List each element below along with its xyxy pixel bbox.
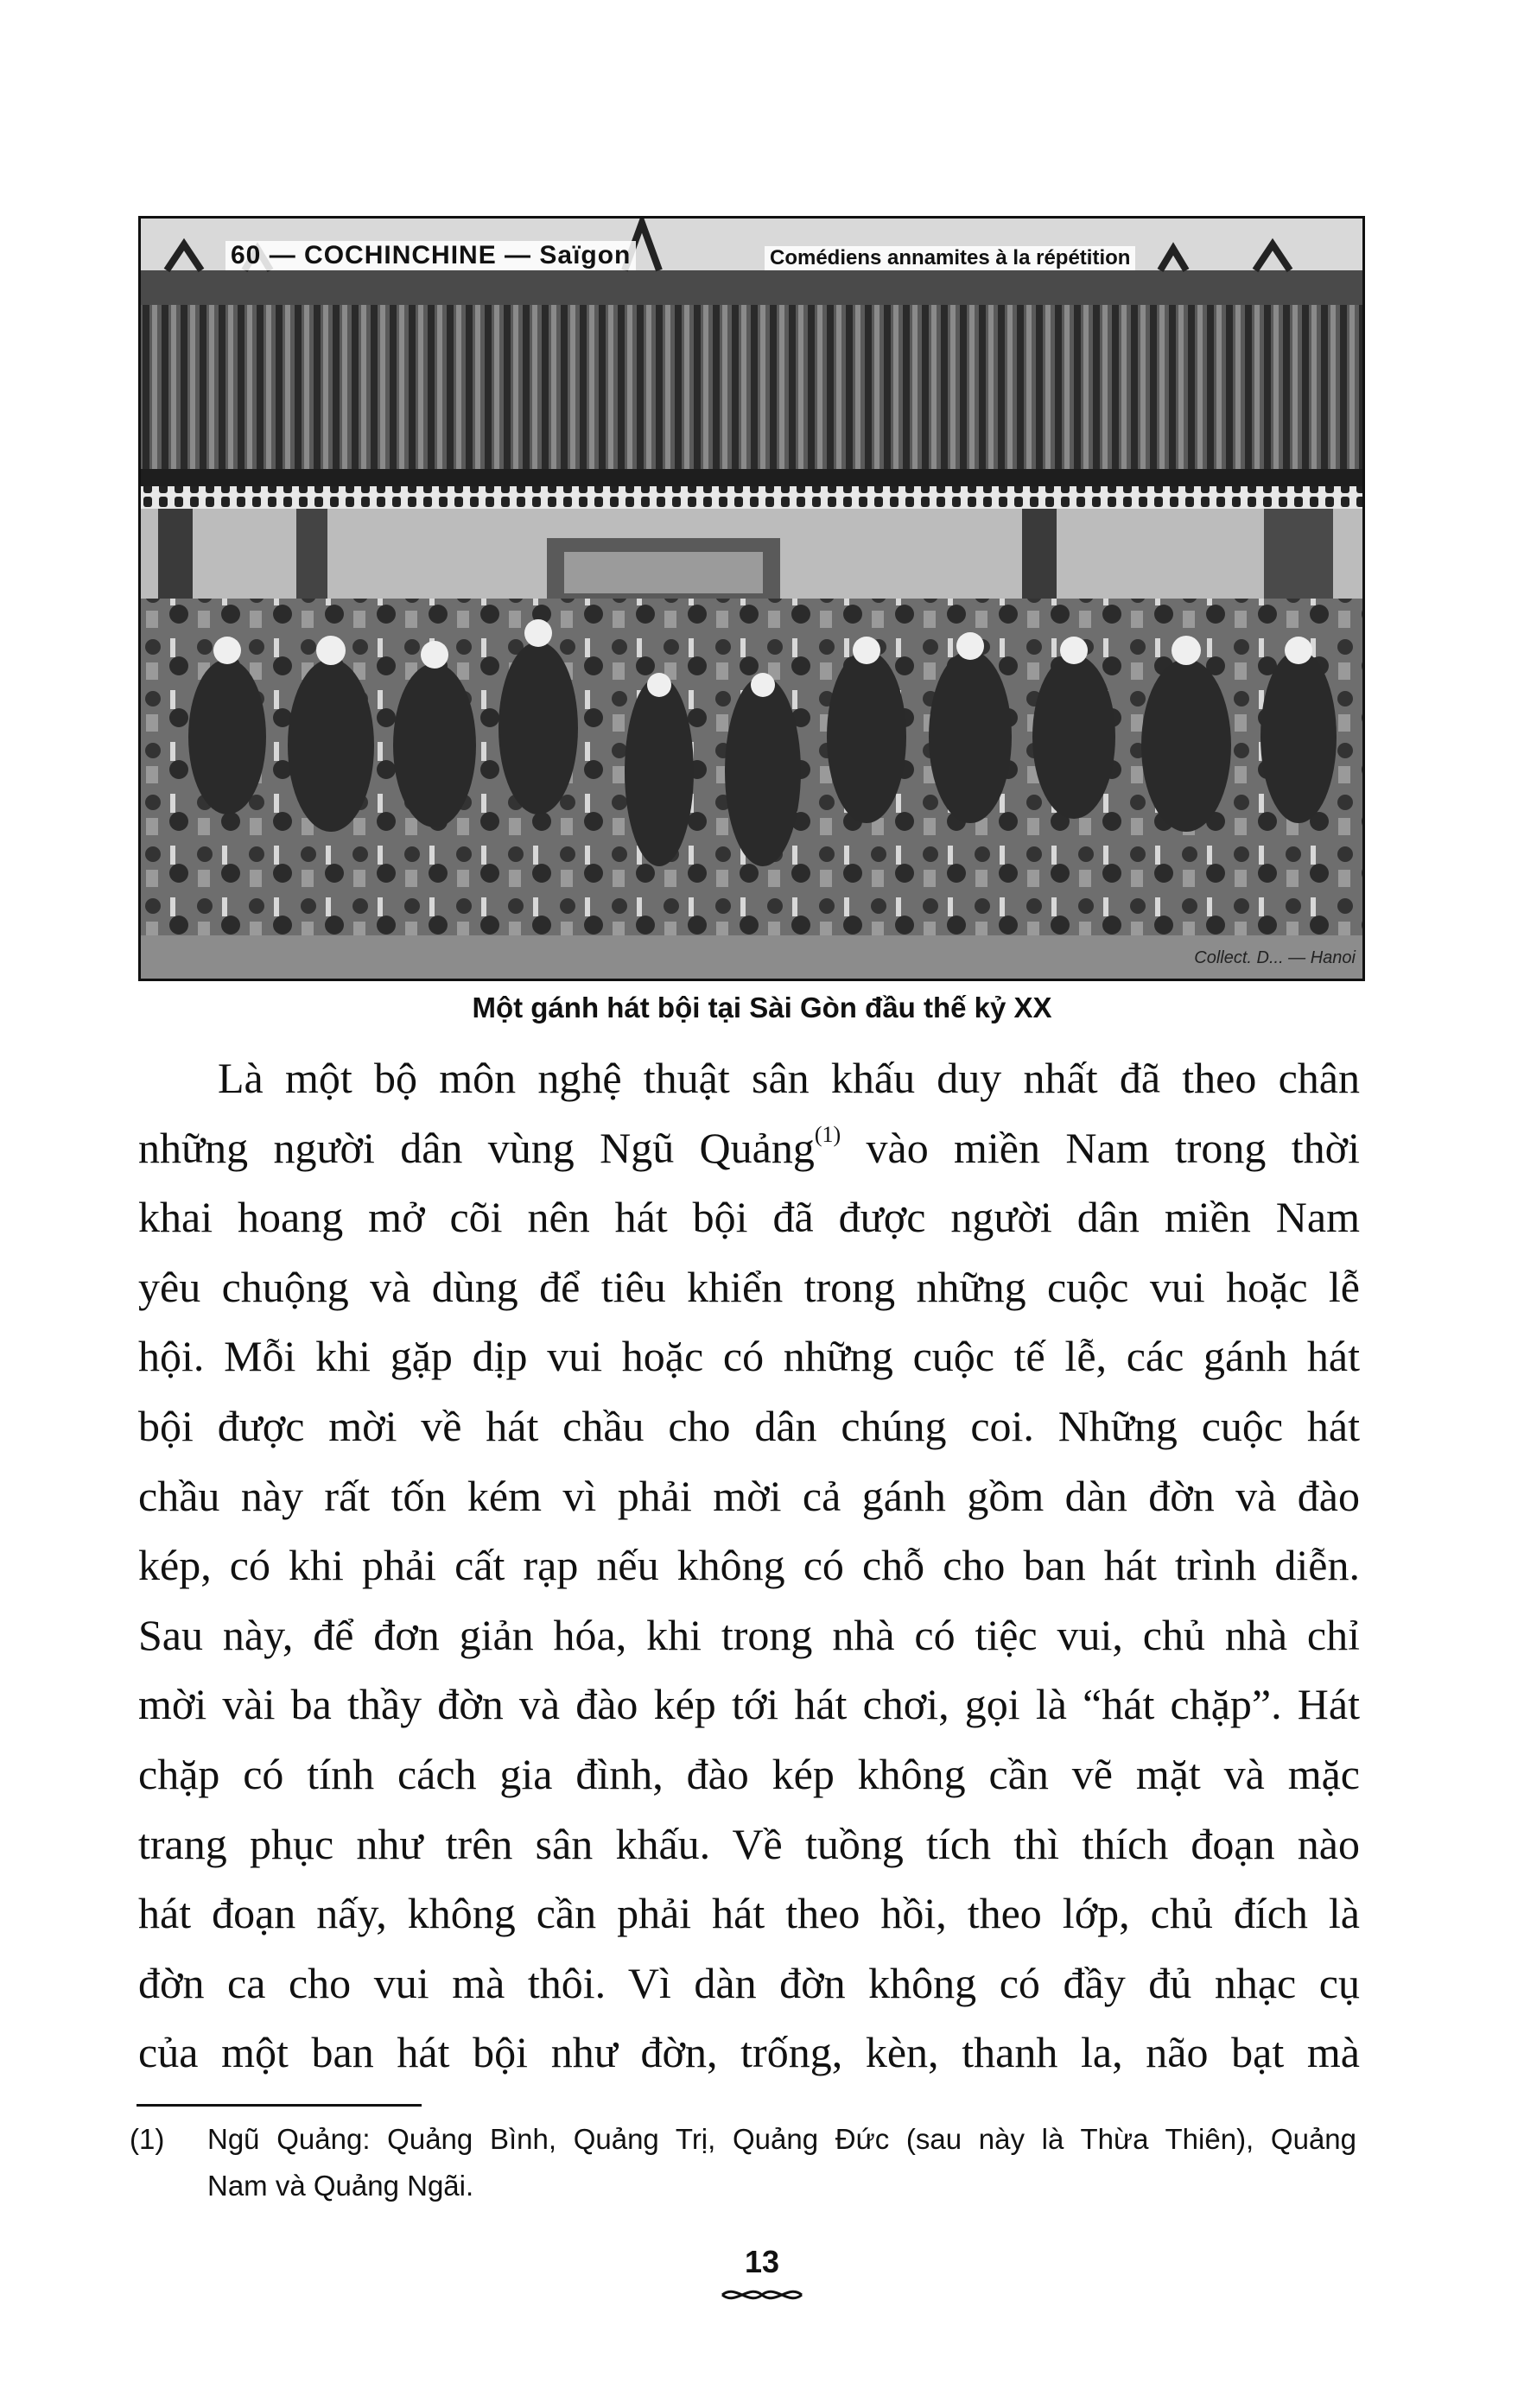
- body-line: của một ban hát bội như đờn, trống, kèn, thanh la, não bạt mà: [138, 2028, 1360, 2077]
- footnote-reference: (1): [814, 1121, 841, 1147]
- body-line: bội được mời về hát chầu cho dân chúng coi. Những cuộc hát: [138, 1401, 1360, 1450]
- photo-caption: Một gánh hát bội tại Sài Gòn đầu thế kỷ XX: [472, 992, 1052, 1023]
- body-line-text: những người dân vùng Ngũ Quảng: [138, 1123, 815, 1172]
- postcard-header: [141, 241, 1362, 276]
- footnote-divider: [137, 2104, 422, 2107]
- body-line: yêu chuộng và dùng để tiêu khiển trong những cuộc vui hoặc lễ: [138, 1262, 1360, 1311]
- body-line: chầu này rất tốn kém vì phải mời cả gánh gồm dàn đờn và đào: [138, 1471, 1360, 1520]
- postcard-credit: Collect. D... — Hanoi: [1194, 948, 1356, 967]
- body-paragraph: [138, 1043, 1360, 2088]
- body-line: khai hoang mở cõi nên hát bội đã được người dân miền Nam: [138, 1193, 1360, 1242]
- postcard-photo: [138, 216, 1365, 981]
- body-line-text: vào miền Nam trong thời: [841, 1123, 1360, 1172]
- footnote-text: [207, 2116, 1356, 2209]
- body-line: chặp có tính cách gia đình, đào kép không cần vẽ mặt và mặc: [138, 1749, 1360, 1798]
- postcard-title-right: Comédiens annamites à la répétition: [765, 246, 1135, 270]
- body-line: hát đoạn nấy, không cần phải hát theo hồi, theo lớp, chủ đích là: [138, 1889, 1360, 1938]
- footnote-number: (1): [130, 2123, 165, 2155]
- postcard-title-left: 60 — COCHINCHINE — Saïgon: [225, 241, 636, 270]
- body-line: trang phục như trên sân khấu. Về tuồng tích thì thích đoạn nào: [138, 1819, 1360, 1868]
- body-line: hội. Mỗi khi gặp dịp vui hoặc có những cuộc tế lễ, các gánh hát: [138, 1332, 1360, 1381]
- body-line: kép, có khi phải cất rạp nếu không có chỗ cho ban hát trình diễn.: [138, 1541, 1360, 1590]
- page-number: 13: [744, 2244, 780, 2279]
- body-line: đờn ca cho vui mà thôi. Vì dàn đờn không có đầy đủ nhạc cụ: [138, 1958, 1360, 2007]
- body-line: mời vài ba thầy đờn và đào kép tới hát chơi, gọi là “hát chặp”. Hát: [138, 1680, 1360, 1729]
- page-ornament-icon: [719, 2285, 805, 2304]
- body-line: [138, 1113, 1360, 1183]
- body-line: Là một bộ môn nghệ thuật sân khấu duy nhất đã theo chân: [218, 1054, 1360, 1102]
- temple-performers-illustration: [141, 219, 1362, 979]
- footnote-line: Nam và Quảng Ngãi.: [207, 2170, 474, 2202]
- footnote-line: Ngũ Quảng: Quảng Bình, Quảng Trị, Quảng Đức (sau này là Thừa Thiên), Quảng: [207, 2123, 1356, 2155]
- body-line: Sau này, để đơn giản hóa, khi trong nhà có tiệc vui, chủ nhà chỉ: [138, 1610, 1360, 1659]
